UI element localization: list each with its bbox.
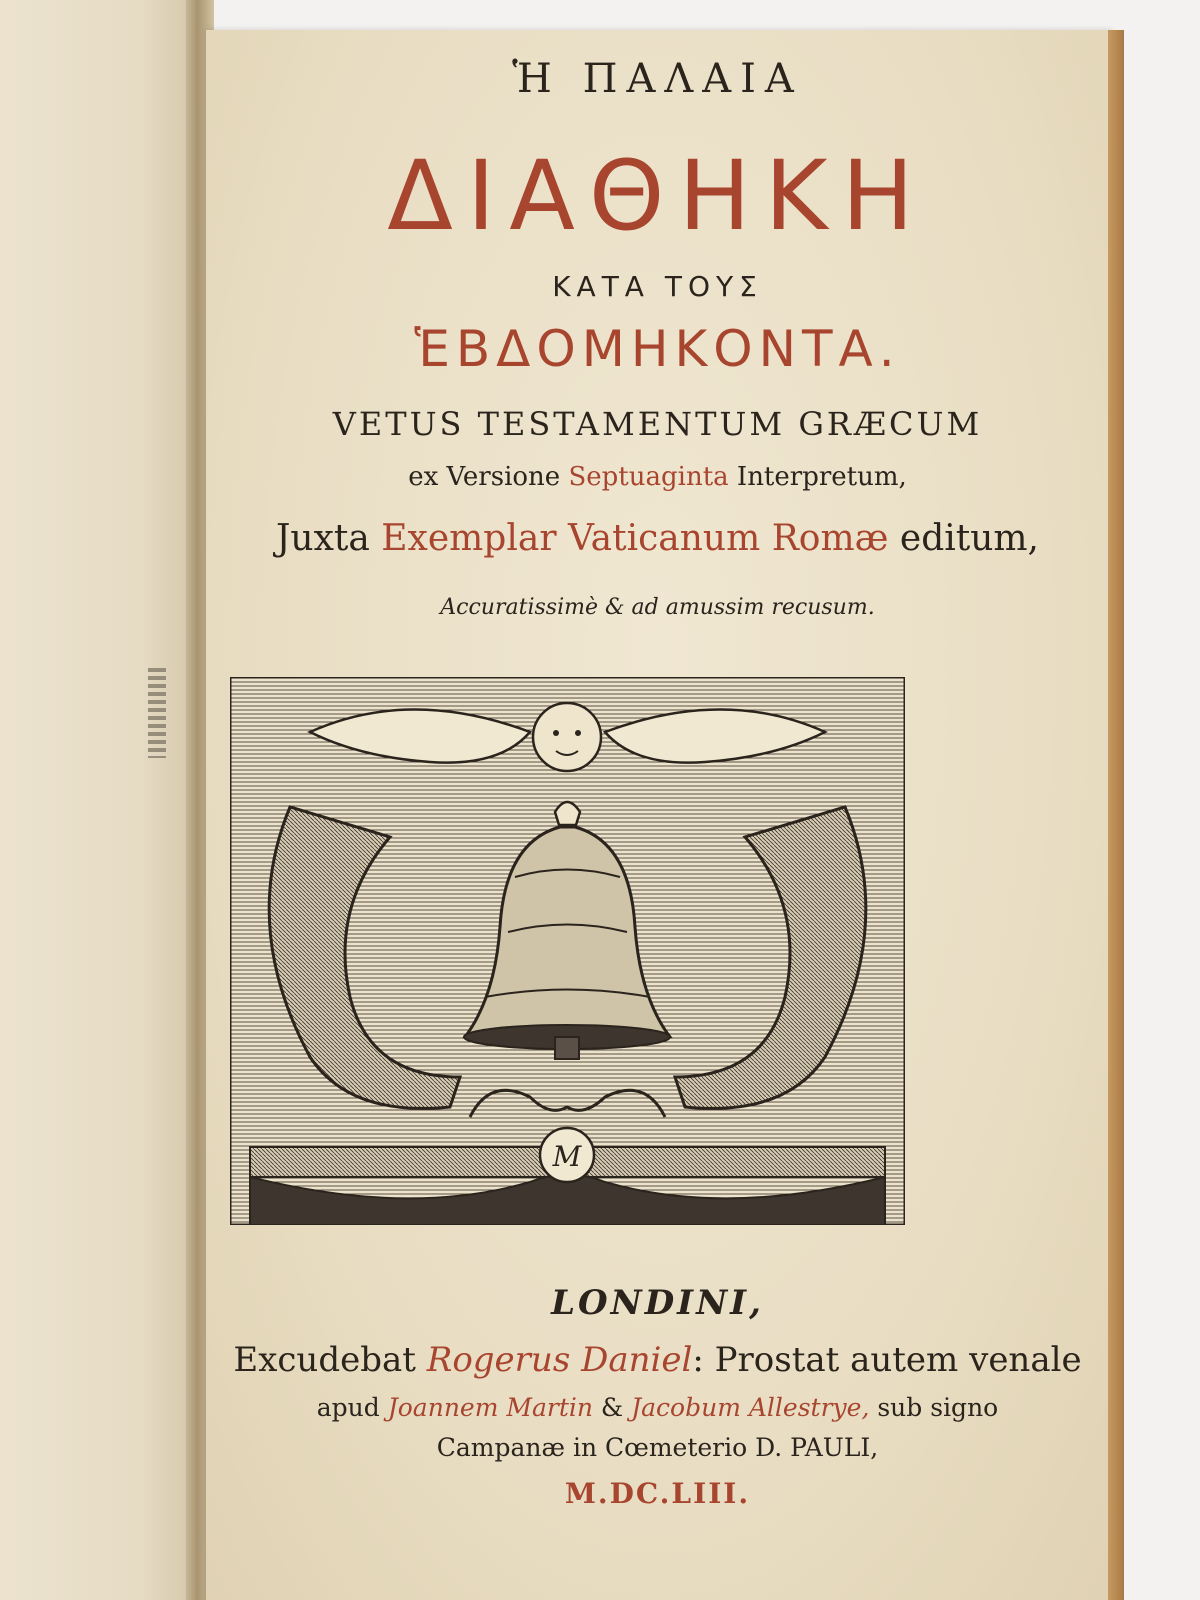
subtitle2-part-a: Juxta [275, 518, 382, 559]
greek-heading-line1: Ἡ ΠΑΛΑΙΑ [512, 56, 803, 102]
imprint2-b: Joannem Martin [387, 1393, 593, 1422]
greek-title-main: ΔΙΑΘΗΚΗ [387, 140, 928, 252]
leaf-edge [1108, 30, 1124, 1600]
subtitle2-part-b: Exemplar Vaticanum Romæ [381, 518, 889, 559]
imprint1-c: : Prostat autem venale [692, 1340, 1082, 1380]
greek-heading-line3: ΚΑΤΑ ΤΟΥΣ [552, 270, 763, 303]
imprint2-c: & [592, 1393, 632, 1422]
engraving-monogram: M [552, 1140, 582, 1173]
subtitle-part-c: Interpretum, [728, 462, 907, 492]
subtitle2-part-c: editum, [888, 518, 1039, 559]
imprint2-d: Jacobum Allestrye, [631, 1393, 870, 1422]
subtitle-part-a: ex Versione [408, 462, 569, 492]
greek-heading-line4: ἙΒΔΟΜΗΚΟΝΤΑ. [414, 320, 901, 378]
imprint1-b: Rogerus Daniel [426, 1340, 693, 1380]
latin-subtitle-line3: Accuratissimè & ad amussim recusum. [440, 595, 875, 620]
imprint2-e: sub signo [869, 1393, 999, 1422]
imprint-line2 [205, 1393, 1110, 1422]
imprint1-a: Excudebat [233, 1340, 427, 1380]
imprint-line3: Campanæ in Cœmeterio D. PAULI, [436, 1433, 879, 1462]
bell-engraving-illustration [230, 677, 905, 1225]
subtitle-part-b: Septuaginta [568, 462, 729, 492]
page-stain [148, 668, 166, 758]
latin-subtitle-line1 [205, 462, 1110, 492]
imprint2-a: apud [316, 1393, 388, 1422]
publication-date: M.DC.LIII. [564, 1477, 751, 1510]
imprint-line1 [205, 1340, 1110, 1380]
facing-page [0, 0, 200, 1600]
place-of-printing: LONDINI, [551, 1283, 764, 1323]
latin-subtitle-line2 [205, 518, 1110, 559]
latin-title: VETUS TESTAMENTUM GRÆCUM [332, 405, 983, 443]
